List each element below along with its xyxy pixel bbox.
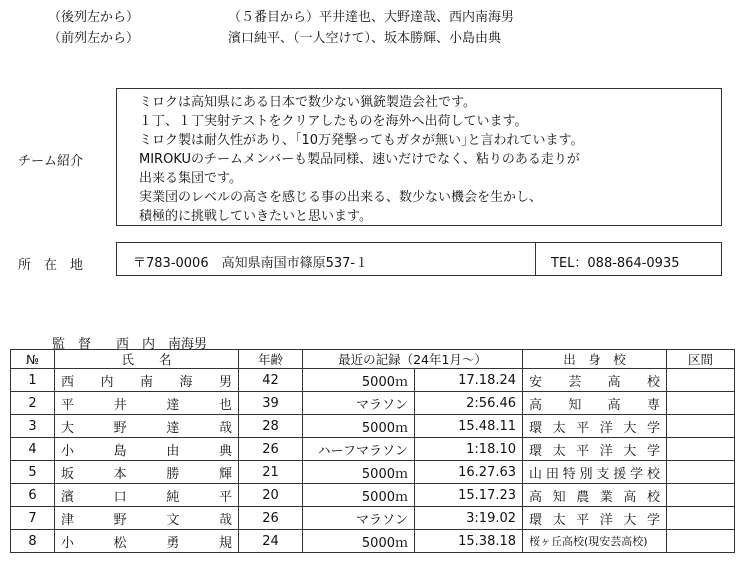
- address-text: 〒783-0006 高知県南国市篠原537-１: [133, 256, 369, 271]
- record-event: マラソン: [303, 507, 415, 530]
- athlete-age: 26: [239, 507, 303, 530]
- athlete-age: 24: [239, 530, 303, 553]
- table-row: [11, 461, 735, 484]
- front-row-names: 濱口純平、（一人空けて）、坂本勝輝、小島由典: [228, 31, 502, 46]
- team-intro-label: チーム紹介: [18, 154, 84, 169]
- athlete-name: 坂本勝輝: [55, 461, 239, 484]
- back-row-label: （後列左から）: [48, 10, 140, 25]
- location-divider: [535, 243, 536, 275]
- table-row: [11, 392, 735, 415]
- team-intro-line: MIROKUのチームメンバーも製品同様、速いだけでなく、粘りのある走りが: [139, 152, 580, 167]
- athlete-age: 20: [239, 484, 303, 507]
- record-time: 17.18.24: [415, 369, 523, 392]
- athlete-section: [667, 438, 735, 461]
- table-row: [11, 438, 735, 461]
- row-no: 7: [11, 507, 55, 530]
- record-time: 15.38.18: [415, 530, 523, 553]
- table-row: [11, 369, 735, 392]
- athlete-school: 安芸高校: [523, 369, 667, 392]
- athlete-school: 桜ヶ丘高校(現安芸高校): [523, 530, 667, 553]
- record-time: 15.48.11: [415, 415, 523, 438]
- row-no: 4: [11, 438, 55, 461]
- record-event: ハーフマラソン: [303, 438, 415, 461]
- athlete-name: 大野達哉: [55, 415, 239, 438]
- athlete-age: 28: [239, 415, 303, 438]
- header-section: 区間: [667, 350, 735, 369]
- athlete-school: 高知高専: [523, 392, 667, 415]
- back-row-names: （５番目から）平井達也、大野達哉、西内南海男: [228, 10, 515, 25]
- athlete-section: [667, 369, 735, 392]
- athlete-age: 39: [239, 392, 303, 415]
- location-label: 所 在 地: [18, 258, 84, 273]
- athlete-school: 環太平洋大学: [523, 415, 667, 438]
- record-time: 16.27.63: [415, 461, 523, 484]
- team-intro-box: [116, 88, 722, 226]
- header-age: 年齢: [239, 350, 303, 369]
- record-event: 5000ｍ: [303, 369, 415, 392]
- team-intro-line: ミロクは高知県にある日本で数少ない猟銃製造会社です。: [139, 95, 476, 110]
- record-time: 2:56.46: [415, 392, 523, 415]
- athlete-age: 21: [239, 461, 303, 484]
- row-no: 8: [11, 530, 55, 553]
- team-intro-line: 出来る集団です。: [139, 171, 242, 186]
- roster-body: [11, 369, 735, 553]
- roster-table: [10, 349, 735, 553]
- athlete-section: [667, 415, 735, 438]
- team-intro-line: 実業団のレベルの高さを感じる事の出来る、数少ない機会を生かし、: [139, 190, 543, 205]
- team-intro-text: [139, 93, 721, 226]
- coach-name: 西 内 南海男: [116, 337, 208, 352]
- record-event: 5000ｍ: [303, 484, 415, 507]
- athlete-name: 小島由典: [55, 438, 239, 461]
- record-time: 1:18.10: [415, 438, 523, 461]
- table-row: [11, 415, 735, 438]
- table-row: [11, 484, 735, 507]
- athlete-section: [667, 461, 735, 484]
- row-no: 5: [11, 461, 55, 484]
- header-school: 出 身 校: [523, 350, 667, 369]
- athlete-school: 環太平洋大学: [523, 438, 667, 461]
- team-intro-line: ミロク製は耐久性があり、｢10万発撃ってもガタが無い｣と言われています。: [139, 133, 584, 148]
- row-no: 1: [11, 369, 55, 392]
- athlete-name: 津野文哉: [55, 507, 239, 530]
- athlete-name: 平井達也: [55, 392, 239, 415]
- athlete-name: 西内南海男: [55, 369, 239, 392]
- row-no: 6: [11, 484, 55, 507]
- athlete-section: [667, 507, 735, 530]
- athlete-name: 濱口純平: [55, 484, 239, 507]
- roster-header-row: [11, 350, 735, 369]
- tel-text: TEL：088-864-0935: [551, 256, 680, 271]
- table-row: [11, 507, 735, 530]
- coach-label: 監 督: [52, 337, 92, 352]
- record-time: 3:19.02: [415, 507, 523, 530]
- athlete-name: 小松勇規: [55, 530, 239, 553]
- athlete-school: 山田特別支援学校: [523, 461, 667, 484]
- record-event: マラソン: [303, 392, 415, 415]
- front-row-label: （前列左から）: [48, 31, 140, 46]
- athlete-section: [667, 530, 735, 553]
- record-time: 15.17.23: [415, 484, 523, 507]
- athlete-section: [667, 484, 735, 507]
- record-event: 5000ｍ: [303, 415, 415, 438]
- team-intro-line: １丁、１丁実射テストをクリアしたものを海外へ出荷しています。: [139, 114, 528, 129]
- row-no: 3: [11, 415, 55, 438]
- athlete-age: 42: [239, 369, 303, 392]
- athlete-age: 26: [239, 438, 303, 461]
- table-row: [11, 530, 735, 553]
- record-event: 5000ｍ: [303, 530, 415, 553]
- team-intro-line: 積極的に挑戦していきたいと思います。: [139, 209, 372, 224]
- location-box: [116, 242, 722, 276]
- header-name: 氏 名: [55, 350, 239, 369]
- row-no: 2: [11, 392, 55, 415]
- record-event: 5000ｍ: [303, 461, 415, 484]
- athlete-school: 高知農業高校: [523, 484, 667, 507]
- athlete-school: 環太平洋大学: [523, 507, 667, 530]
- header-record: 最近の記録（24年1月～）: [303, 350, 523, 369]
- athlete-section: [667, 392, 735, 415]
- header-no: №: [11, 350, 55, 369]
